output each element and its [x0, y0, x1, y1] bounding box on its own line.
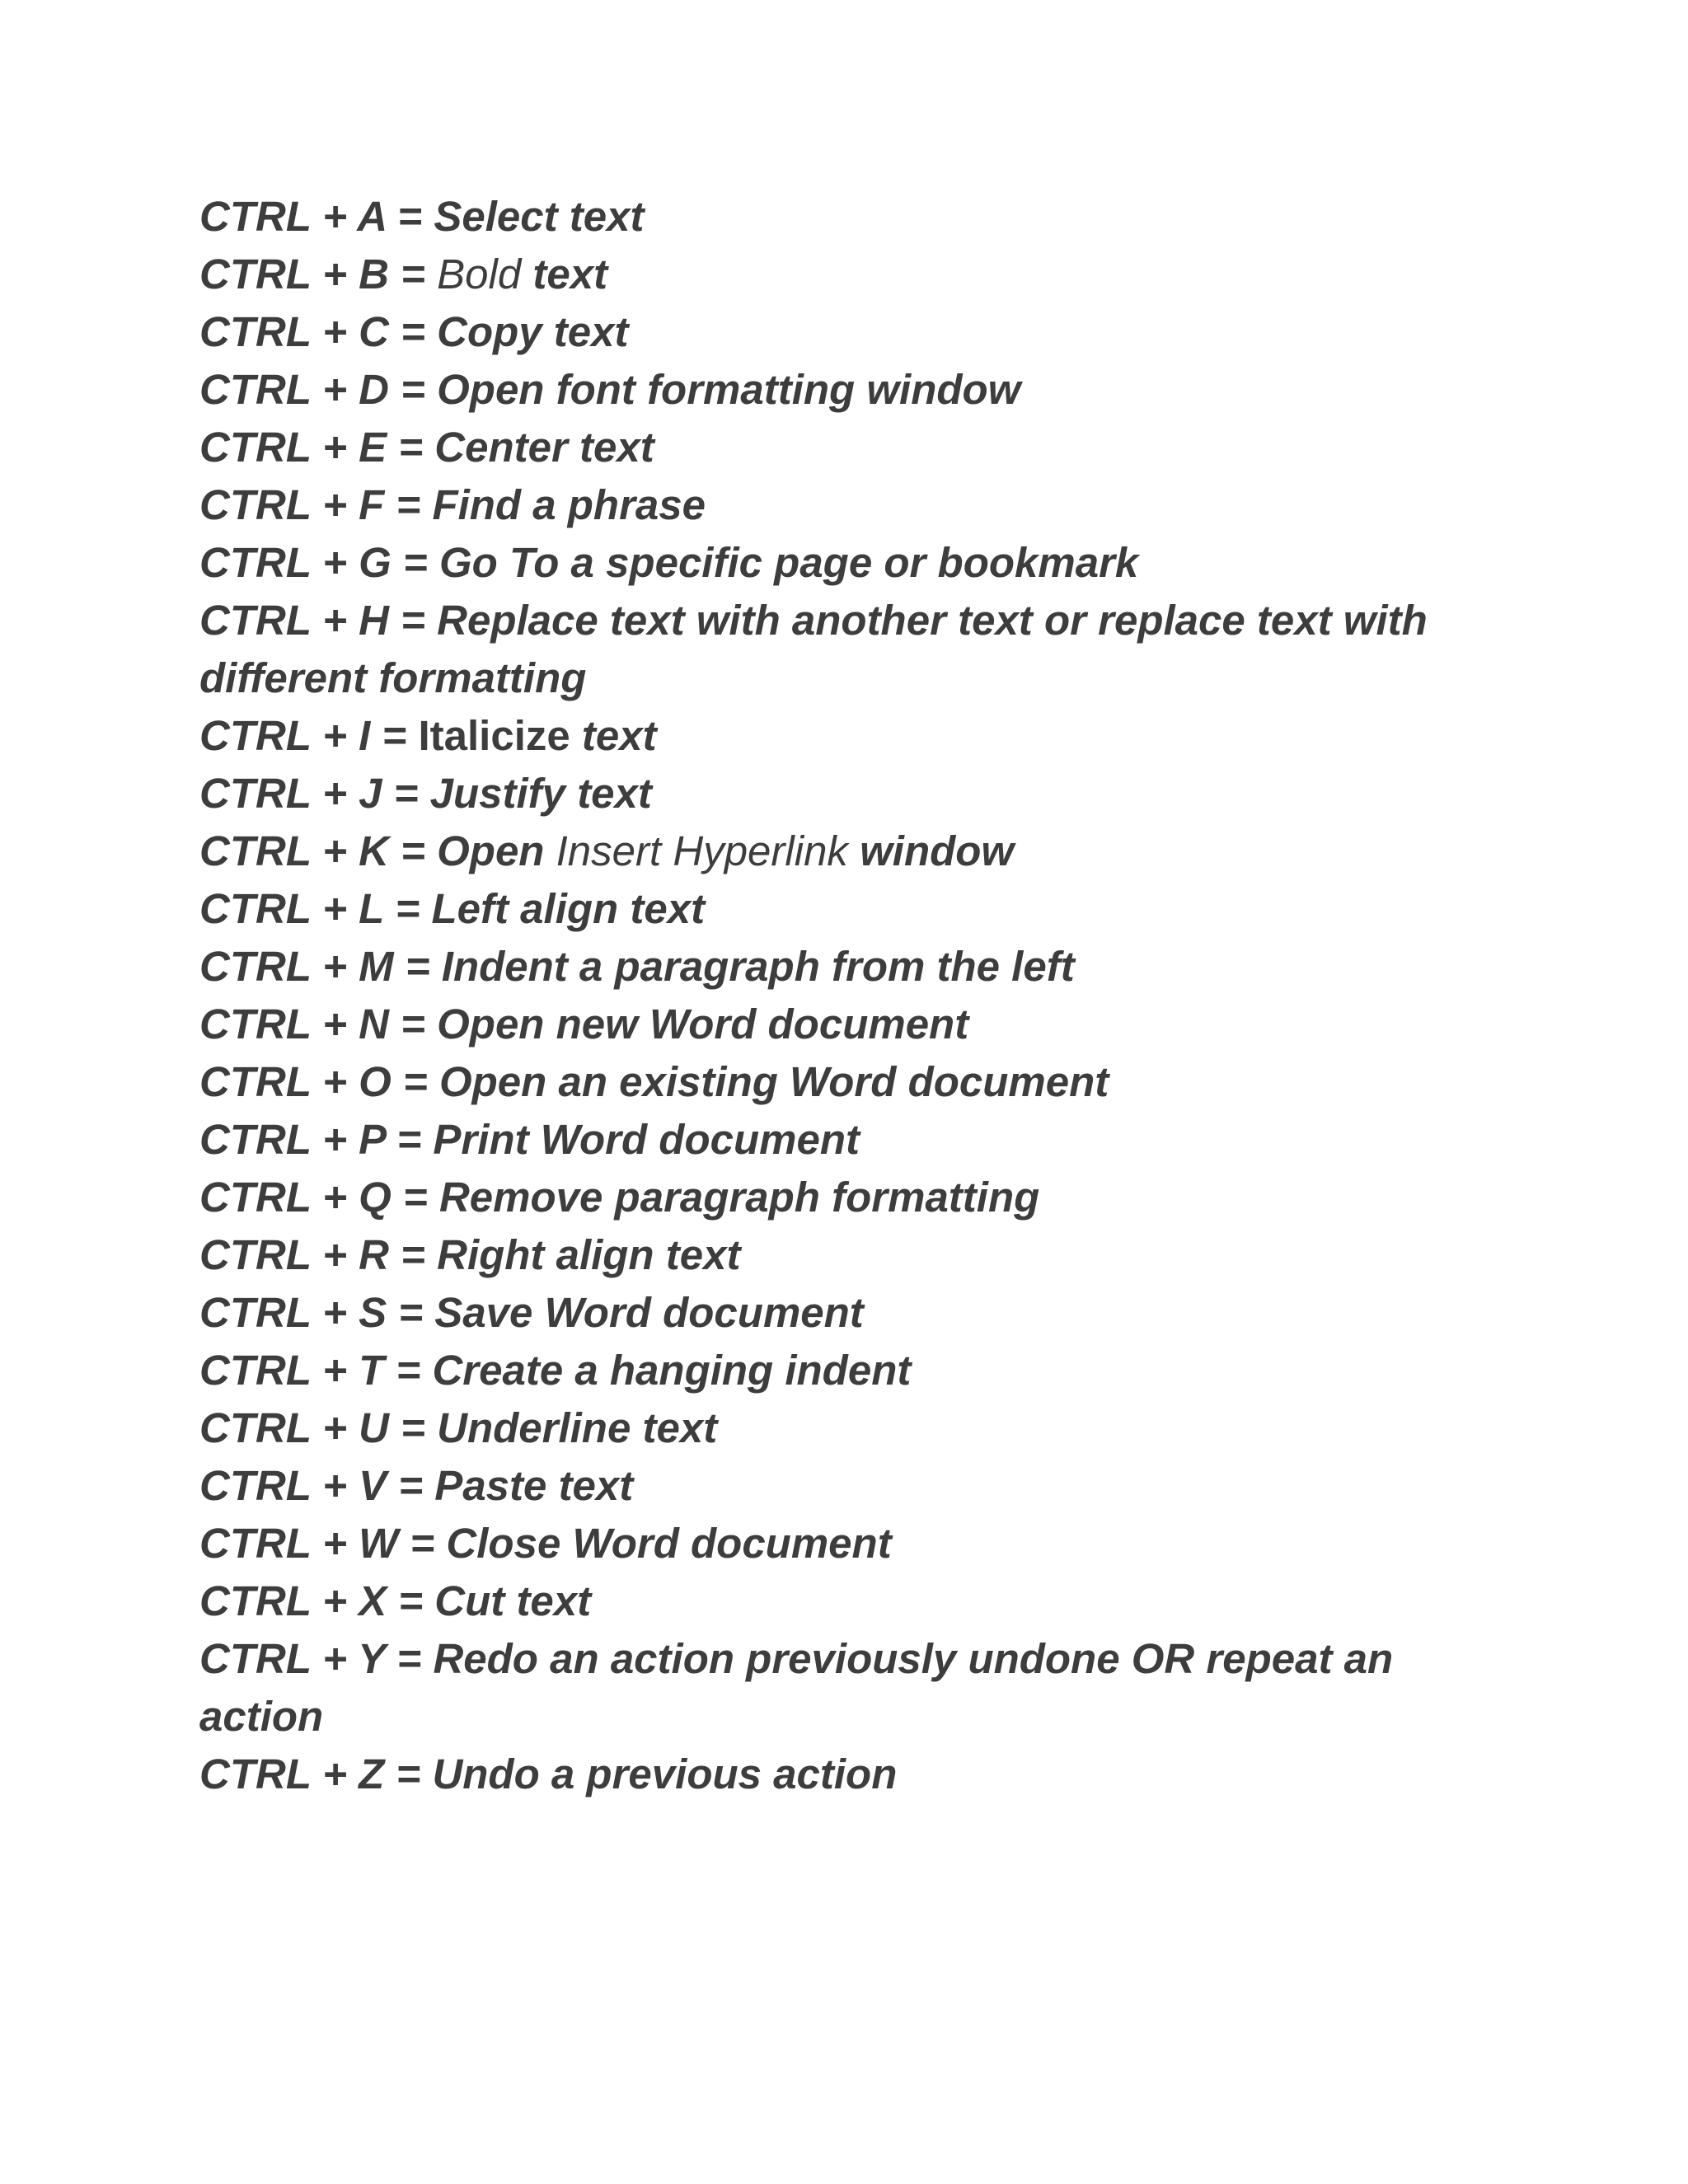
shortcut-line [199, 1515, 1502, 1572]
shortcut-line [199, 1746, 1502, 1803]
shortcut-text-segment: CTRL + O = Open an existing Word document [199, 1058, 1109, 1105]
shortcut-text-segment: CTRL + D = Open font formatting window [199, 366, 1021, 413]
shortcut-list [199, 188, 1502, 1803]
shortcut-text-segment: CTRL + J = Justify text [199, 770, 652, 817]
shortcut-text-segment: CTRL + M = Indent a paragraph from the left [199, 943, 1075, 990]
shortcut-text-segment: CTRL + H = Replace text with another text or replace text with different formatting [199, 597, 1428, 701]
shortcut-line [199, 1284, 1502, 1342]
shortcut-line [199, 188, 1502, 246]
shortcut-line [199, 1053, 1502, 1111]
shortcut-line [199, 592, 1502, 707]
shortcut-text-segment: CTRL + W = Close Word document [199, 1520, 892, 1567]
shortcut-line [199, 303, 1502, 361]
shortcut-line [199, 1572, 1502, 1630]
shortcut-text-segment: CTRL + Y = Redo an action previously undone OR repeat an action [199, 1635, 1394, 1740]
shortcut-text-segment: Italicize [418, 712, 582, 759]
shortcut-text-segment: CTRL + P = Print Word document [199, 1116, 860, 1163]
shortcut-text-segment: CTRL + Q = Remove paragraph formatting [199, 1174, 1040, 1221]
shortcut-line [199, 1457, 1502, 1515]
shortcut-text-segment: CTRL + I = [199, 712, 419, 759]
shortcut-text-segment: CTRL + L = Left align text [199, 885, 706, 932]
shortcut-text-segment: CTRL + X = Cut text [199, 1577, 592, 1624]
shortcut-line [199, 1630, 1502, 1746]
shortcut-text-segment: CTRL + U = Underline text [199, 1404, 718, 1451]
shortcut-text-segment: CTRL + T = Create a hanging indent [199, 1347, 912, 1394]
shortcut-line [199, 823, 1502, 880]
shortcut-line [199, 996, 1502, 1053]
shortcut-line [199, 1226, 1502, 1284]
shortcut-text-segment: CTRL + V = Paste text [199, 1462, 634, 1509]
shortcut-line [199, 534, 1502, 592]
shortcut-text-segment: CTRL + Z = Undo a previous action [199, 1750, 898, 1797]
shortcut-text-segment: Bold [437, 251, 522, 298]
shortcut-text-segment: CTRL + C = Copy text [199, 308, 629, 355]
shortcut-line [199, 1169, 1502, 1226]
shortcut-text-segment: CTRL + G = Go To a specific page or bookmark [199, 539, 1139, 586]
shortcut-text-segment: CTRL + S = Save Word document [199, 1289, 864, 1336]
shortcut-line [199, 246, 1502, 303]
shortcut-line [199, 707, 1502, 765]
shortcut-line [199, 938, 1502, 996]
shortcut-text-segment: text [581, 712, 657, 759]
shortcut-line [199, 1111, 1502, 1169]
shortcut-line [199, 1342, 1502, 1399]
shortcut-text-segment: window [847, 827, 1015, 874]
shortcut-text-segment: CTRL + K = Open [199, 827, 556, 874]
shortcut-text-segment: CTRL + A = Select text [199, 193, 645, 240]
shortcut-line [199, 361, 1502, 419]
shortcut-line [199, 880, 1502, 938]
shortcut-line [199, 765, 1502, 823]
shortcut-line [199, 419, 1502, 476]
shortcut-text-segment: Insert Hyperlink [556, 827, 848, 874]
shortcut-text-segment: CTRL + B = [199, 251, 438, 298]
shortcut-text-segment: text [521, 251, 608, 298]
shortcut-text-segment: CTRL + F = Find a phrase [199, 481, 706, 528]
shortcut-text-segment: CTRL + N = Open new Word document [199, 1001, 969, 1047]
shortcut-text-segment: CTRL + R = Right align text [199, 1231, 741, 1278]
shortcut-text-segment: CTRL + E = Center text [199, 424, 654, 471]
shortcut-line [199, 1399, 1502, 1457]
shortcut-line [199, 476, 1502, 534]
